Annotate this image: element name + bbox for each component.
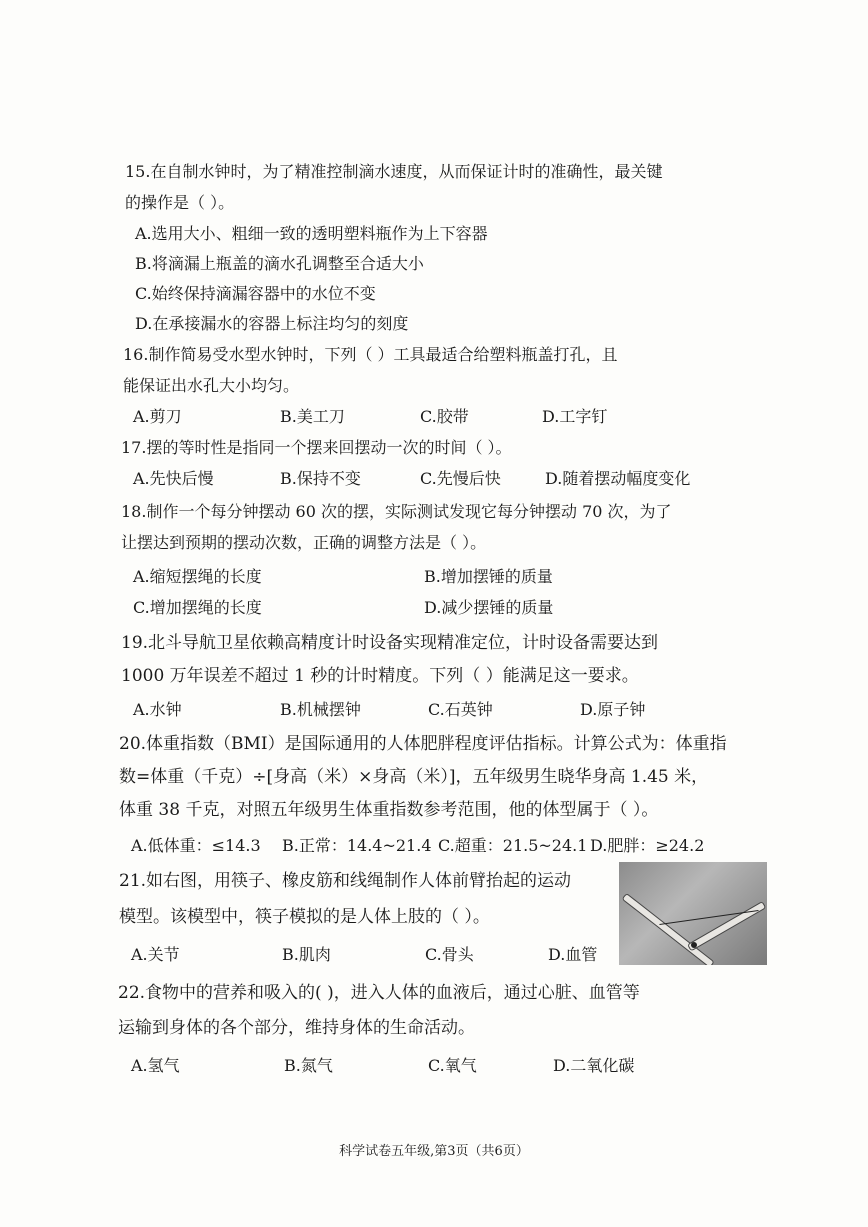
q21-stem-line1: 21.如右图，用筷子、橡皮筋和线绳制作人体前臂抬起的运动	[119, 871, 572, 891]
chopstick-upper	[622, 893, 715, 965]
q17-option-a: A.先快后慢	[133, 469, 214, 488]
q15-stem-line2: 的操作是（ ）。	[125, 193, 235, 212]
rubber-band	[691, 942, 697, 948]
q16-option-b: B.美工刀	[280, 407, 345, 426]
q19-option-c: C.石英钟	[428, 700, 493, 719]
q15-option-d: D.在承接漏水的容器上标注均匀的刻度	[135, 314, 409, 333]
q21-stem-line2: 模型。该模型中，筷子模拟的是人体上肢的（ ）。	[119, 907, 490, 927]
q15-option-b: B.将滴漏上瓶盖的滴水孔调整至合适大小	[135, 254, 424, 273]
q16-stem-line2: 能保证出水孔大小均匀。	[123, 376, 300, 395]
q19-option-a: A.水钟	[133, 700, 182, 719]
q17-option-d: D.随着摆动幅度变化	[545, 469, 691, 488]
q18-option-b: B.增加摆锤的质量	[424, 567, 553, 586]
q21-option-d: D.血管	[548, 945, 598, 964]
q17-option-b: B.保持不变	[280, 469, 361, 488]
q20-option-d: D.肥胖：≥24.2	[590, 836, 705, 855]
arm-model-photo	[619, 862, 767, 965]
q17-stem-line1: 17.摆的等时性是指同一个摆来回摆动一次的时间（ ）。	[121, 438, 512, 457]
q20-stem-line3: 体重 38 千克，对照五年级男生体重指数参考范围，他的体型属于（ ）。	[119, 800, 659, 820]
q18-stem-line2: 让摆达到预期的摆动次数，正确的调整方法是（ ）。	[121, 533, 487, 552]
q20-option-c: C.超重：21.5~24.1	[438, 836, 588, 855]
q18-stem-line1: 18.制作一个每分钟摆动 60 次的摆，实际测试发现它每分钟摆动 70 次，为了	[121, 502, 672, 521]
q18-option-d: D.减少摆锤的质量	[424, 598, 554, 617]
q15-option-c: C.始终保持滴漏容器中的水位不变	[135, 284, 376, 303]
q15-option-a: A.选用大小、粗细一致的透明塑料瓶作为上下容器	[135, 224, 488, 243]
q20-option-a: A.低体重：≤14.3	[131, 836, 261, 855]
q16-option-a: A.剪刀	[133, 407, 182, 426]
q18-option-c: C.增加摆绳的长度	[133, 598, 262, 617]
chopstick-lower	[687, 901, 766, 951]
q20-stem-line1: 20.体重指数（BMI）是国际通用的人体肥胖程度评估指标。计算公式为：体重指	[119, 734, 727, 754]
q21-option-c: C.骨头	[425, 945, 474, 964]
q20-option-b: B.正常：14.4~21.4	[282, 836, 432, 855]
q19-stem-line2: 1000 万年误差不超过 1 秒的计时精度。下列（ ）能满足这一要求。	[121, 666, 639, 686]
q22-option-c: C.氧气	[428, 1056, 477, 1075]
q16-stem-line1: 16.制作简易受水型水钟时，下列（ ）工具最适合给塑料瓶盖打孔，且	[123, 345, 618, 364]
q19-stem-line1: 19.北斗导航卫星依赖高精度计时设备实现精准定位，计时设备需要达到	[121, 633, 659, 653]
q18-option-a: A.缩短摆绳的长度	[133, 567, 262, 586]
q22-stem-line1: 22.食物中的营养和吸入的( )，进入人体的血液后，通过心脏、血管等	[118, 983, 640, 1003]
page-footer: 科学试卷五年级,第3页（共6页）	[339, 1144, 529, 1159]
q20-stem-line2: 数=体重（千克）÷[身高（米）×身高（米）]，五年级男生晓华身高 1.45 米，	[119, 767, 709, 787]
q16-option-d: D.工字钉	[542, 407, 608, 426]
q22-stem-line2: 运输到身体的各个部分，维持身体的生命活动。	[118, 1018, 475, 1038]
q17-option-c: C.先慢后快	[420, 469, 501, 488]
q19-option-d: D.原子钟	[580, 700, 646, 719]
q22-option-a: A.氢气	[131, 1056, 180, 1075]
q22-option-d: D.二氧化碳	[553, 1056, 635, 1075]
q15-stem-line1: 15.在自制水钟时，为了精准控制滴水速度，从而保证计时的准确性，最关键	[125, 162, 663, 181]
q21-option-b: B.肌肉	[282, 945, 331, 964]
q22-option-b: B.氮气	[284, 1056, 333, 1075]
q16-option-c: C.胶带	[420, 407, 469, 426]
q19-option-b: B.机械摆钟	[280, 700, 361, 719]
q21-option-a: A.关节	[131, 945, 180, 964]
